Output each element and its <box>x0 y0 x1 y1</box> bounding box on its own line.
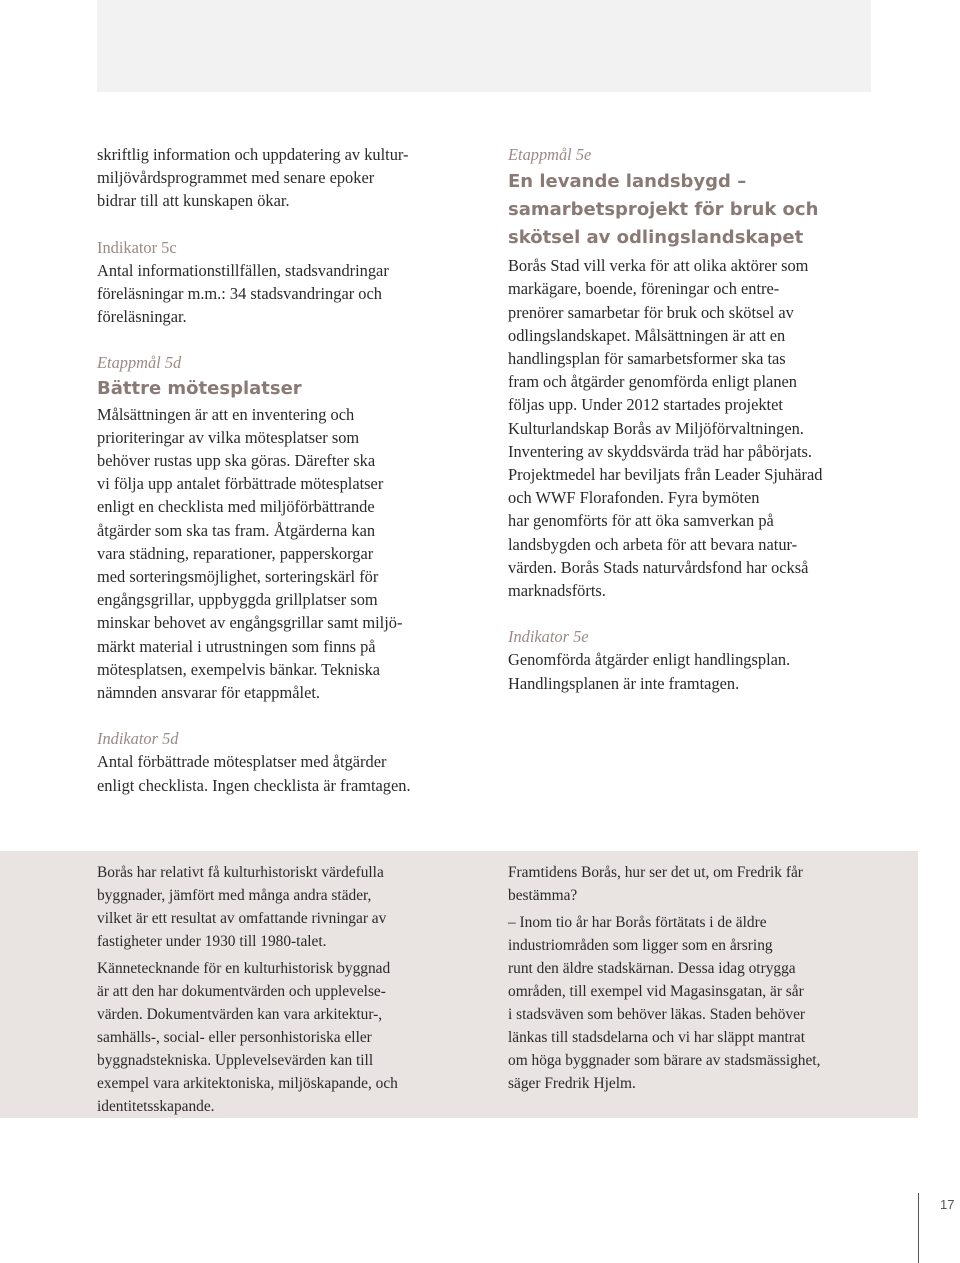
text-line: minskar behovet av engångsgrillar samt miljö- <box>97 613 403 633</box>
text-line: föreläsningar. <box>97 307 187 327</box>
text-line: skriftlig information och uppdatering av kultur- <box>97 145 409 164</box>
fact-box-left <box>97 861 457 1118</box>
goal-5e-label: Etappmål 5e <box>508 145 592 164</box>
text-line: värden. Dokumentvärden kan vara arkitektur-, <box>97 1006 383 1023</box>
text-line: med sorteringsmöjlighet, sorteringskärl för <box>97 567 379 587</box>
indicator-5d-label: Indikator 5d <box>97 729 179 749</box>
goal-5d-text <box>97 403 477 705</box>
text-line: föreläsningar m.m.: 34 stadsvandringar och <box>97 284 382 304</box>
text-line: samhälls-, social- eller personhistoriska eller <box>97 1029 372 1046</box>
text-line: och WWF Florafonden. Fyra bymöten <box>508 488 760 508</box>
text-line: odlingslandskapet. Målsättningen är att en <box>508 325 786 345</box>
text-line: markägare, boende, föreningar och entre- <box>508 279 780 299</box>
text-line: nämnden ansvarar för etappmålet. <box>97 683 320 703</box>
text-line: Handlingsplanen är inte framtagen. <box>508 673 740 693</box>
right-column <box>508 143 870 695</box>
page-number: 17 <box>940 1197 955 1212</box>
text-line: miljövårdsprogrammet med senare epoker <box>97 168 375 188</box>
text-line: skötsel av odlingslandskapet <box>508 227 804 249</box>
text-line: bidrar till att kunskapen ökar. <box>97 191 290 211</box>
text-line: bestämma? <box>508 887 578 904</box>
text-line: handlingsplan för samarbetsformer ska tas <box>508 349 786 369</box>
text-line: enligt en checklista med miljöförbättrande <box>97 497 375 517</box>
indicator-5c-text <box>97 259 477 329</box>
text-line: Målsättningen är att en inventering och <box>97 404 355 424</box>
text-line: vara städning, reparationer, papperskorgar <box>97 543 374 563</box>
intro-text <box>97 143 477 213</box>
goal-5e-heading <box>508 168 870 252</box>
text-line: Antal informationstillfällen, stadsvandringar <box>97 260 389 280</box>
text-line: märkt material i utrustningen som finns på <box>97 636 376 656</box>
text-line: åtgärder som ska tas fram. Åtgärderna kan <box>97 520 376 540</box>
text-line: områden, till exempel vid Magasinsgatan, är sår <box>508 983 804 1000</box>
fact-box-left-para-1 <box>97 861 457 953</box>
indicator-5e-label: Indikator 5e <box>508 627 589 647</box>
goal-5d-heading: Bättre mötesplatser <box>97 377 302 399</box>
text-line: byggnader, jämfört med många andra städer, <box>97 887 372 904</box>
top-banner <box>97 0 871 92</box>
text-line: – Inom tio år har Borås förtätats i de äldre <box>508 914 767 931</box>
text-line: är att den har dokumentvärden och upplevelse- <box>97 983 386 1000</box>
indicator-5d-text <box>97 750 477 796</box>
fact-box-right-question <box>508 861 878 907</box>
text-line: mötesplatsen, exempelvis bänkar. Tekniska <box>97 659 381 679</box>
text-line: har genomförts för att öka samverkan på <box>508 511 774 531</box>
text-line: runt den äldre stadskärnan. Dessa idag otrygga <box>508 960 796 977</box>
text-line: byggnadstekniska. Upplevelsevärden kan till <box>97 1052 374 1069</box>
text-line: Kännetecknande för en kulturhistorisk byggnad <box>97 960 391 977</box>
text-line: prenörer samarbetar för bruk och skötsel av <box>508 302 794 322</box>
indicator-5c-label: Indikator 5c <box>97 237 177 257</box>
text-line: samarbetsprojekt för bruk och <box>508 199 819 221</box>
text-line: om höga byggnader som bärare av stadsmässighet, <box>508 1052 821 1069</box>
text-line: följas upp. Under 2012 startades projektet <box>508 395 783 415</box>
text-line: Antal förbättrade mötesplatser med åtgärder <box>97 752 387 772</box>
text-line: i stadsväven som behöver läkas. Staden behöver <box>508 1006 806 1023</box>
text-line: Borås Stad vill verka för att olika aktörer som <box>508 256 809 276</box>
text-line: vi följa upp antalet förbättrade mötesplatser <box>97 474 384 494</box>
text-line: fram och åtgärder genomförda enligt planen <box>508 372 797 392</box>
text-line: Projektmedel har beviljats från Leader Sjuhärad <box>508 465 823 485</box>
text-line: enligt checklista. Ingen checklista är framtagen. <box>97 775 411 795</box>
text-line: industriområden som ligger som en årsring <box>508 937 773 954</box>
text-line: länkas till stadsdelarna och vi har släppt mantrat <box>508 1029 806 1046</box>
text-line: vilket är ett resultat av omfattande rivningar av <box>97 910 387 927</box>
text-line: engångsgrillar, uppbyggda grillplatser som <box>97 590 378 610</box>
fact-box-right-quote <box>508 911 878 1095</box>
goal-5d-label: Etappmål 5d <box>97 353 182 373</box>
text-line: Inventering av skyddsvärda träd har påbörjats. <box>508 441 813 461</box>
text-line: värden. Borås Stads naturvårdsfond har också <box>508 557 809 577</box>
indicator-5e-text <box>508 648 870 694</box>
text-line: identitetsskapande. <box>97 1098 215 1115</box>
left-column <box>97 143 477 797</box>
text-line: Framtidens Borås, hur ser det ut, om Fredrik får <box>508 864 803 881</box>
text-line: landsbygden och arbeta för att bevara natur- <box>508 534 798 554</box>
text-line: säger Fredrik Hjelm. <box>508 1075 636 1092</box>
text-line: behöver rustas upp ska göras. Därefter ska <box>97 451 376 471</box>
text-line: prioriteringar av vilka mötesplatser som <box>97 427 360 447</box>
goal-5e-text <box>508 254 870 602</box>
text-line: exempel vara arkitektoniska, miljöskapande, och <box>97 1075 398 1092</box>
fact-box-left-para-2 <box>97 957 457 1118</box>
text-line: Genomförda åtgärder enligt handlingsplan. <box>508 650 791 670</box>
fact-box-right <box>508 861 878 1095</box>
text-line: En levande landsbygd – <box>508 171 747 193</box>
page-number-rule <box>918 1193 919 1263</box>
text-line: fastigheter under 1930 till 1980-talet. <box>97 933 327 950</box>
text-line: Borås har relativt få kulturhistoriskt värdefulla <box>97 864 384 881</box>
text-line: marknadsförts. <box>508 581 606 601</box>
text-line: Kulturlandskap Borås av Miljöförvaltningen. <box>508 418 804 438</box>
